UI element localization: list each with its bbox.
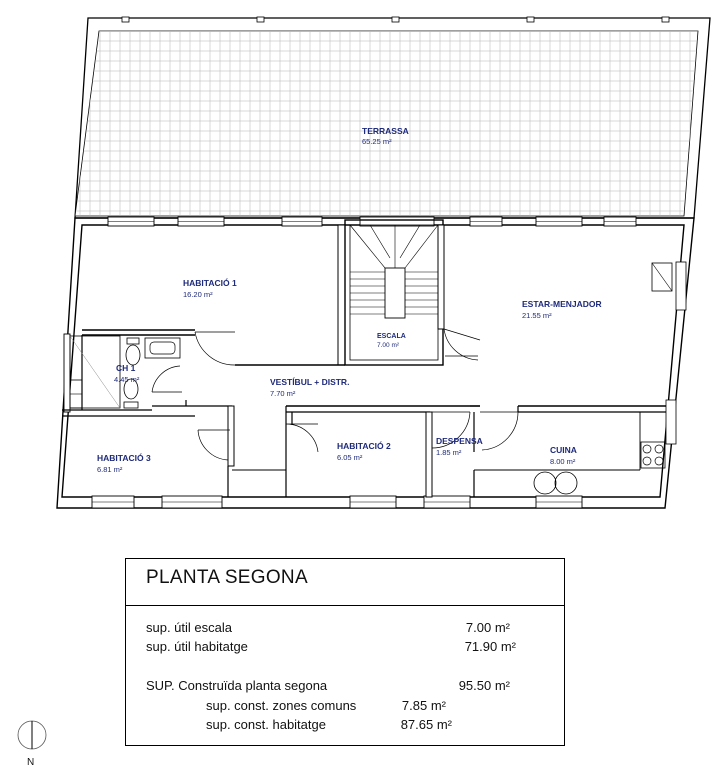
vestibul-area: 7.70 m² — [270, 389, 296, 398]
legend-row-value: 7.00 m² — [465, 620, 510, 635]
habitacio2-area: 6.05 m² — [337, 453, 363, 462]
shaft — [652, 263, 672, 291]
habitacio1-name: HABITACIÓ 1 — [183, 278, 237, 288]
windows-bottom — [92, 496, 582, 508]
legend-row-label: sup. útil escala — [146, 620, 232, 635]
estar-name: ESTAR-MENJADOR — [522, 299, 602, 309]
staircase — [350, 225, 438, 318]
vestibul-name: VESTÍBUL + DISTR. — [270, 377, 350, 387]
legend-row-label: SUP. Construïda planta segona — [146, 678, 328, 693]
escala-name: ESCALA — [377, 333, 406, 340]
legend-row-value: 95.50 m² — [458, 678, 510, 693]
legend-title: PLANTA SEGONA — [146, 567, 308, 588]
north-label: N — [27, 757, 35, 768]
legend-row-value: 71.90 m² — [464, 639, 516, 654]
estar-area: 21.55 m² — [522, 311, 552, 320]
legend-divider — [126, 605, 564, 606]
window-right — [666, 262, 686, 444]
legend-row-value: 87.65 m² — [400, 717, 452, 732]
exterior-walls — [57, 218, 694, 508]
habitacio3-area: 6.81 m² — [97, 465, 123, 474]
legend-row-label: sup. const. zones comuns — [206, 698, 357, 713]
cuina-area: 8.00 m² — [550, 457, 576, 466]
legend-row-value: 7.85 m² — [401, 698, 446, 713]
habitacio1-area: 16.20 m² — [183, 290, 213, 299]
north-arrow-icon — [17, 718, 57, 770]
ch1-area: 4.45 m² — [114, 375, 140, 384]
legend-row-label: sup. útil habitatge — [146, 639, 248, 654]
escala-area: 7.00 m² — [377, 342, 400, 349]
ch1-name: CH 1 — [116, 363, 136, 373]
terrace-area — [70, 17, 710, 218]
interior-walls — [62, 220, 666, 497]
habitacio3-name: HABITACIÓ 3 — [97, 453, 151, 463]
cuina-name: CUINA — [550, 445, 577, 455]
habitacio2-name: HABITACIÓ 2 — [337, 441, 391, 451]
surface-legend — [125, 558, 565, 746]
despensa-name: DESPENSA — [436, 436, 483, 446]
legend-row-label: sup. const. habitatge — [206, 717, 326, 732]
despensa-area: 1.85 m² — [436, 448, 462, 457]
terrassa-area: 65.25 m² — [362, 137, 392, 146]
terrassa-name: TERRASSA — [362, 126, 409, 136]
